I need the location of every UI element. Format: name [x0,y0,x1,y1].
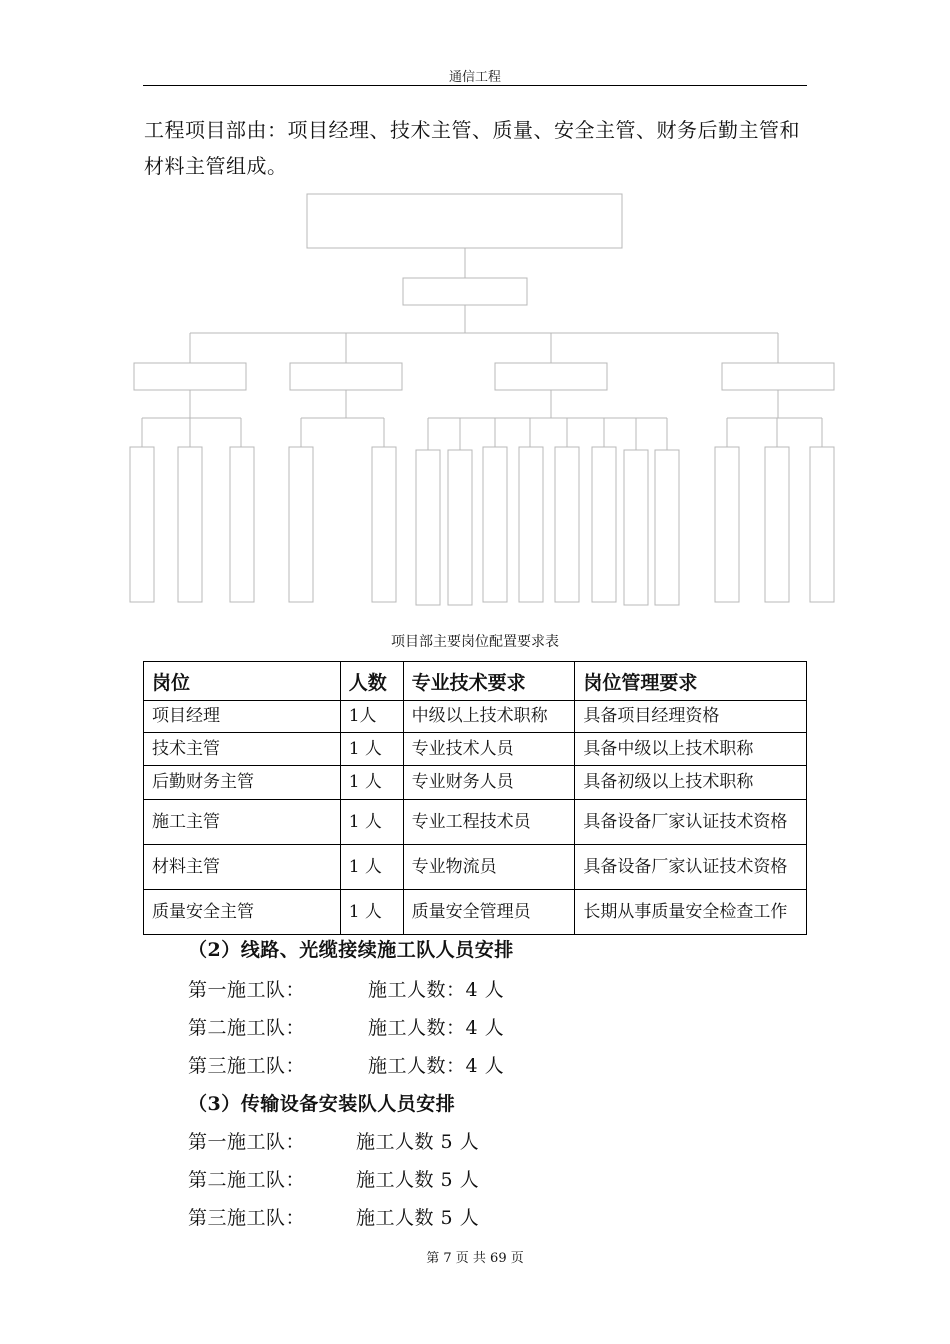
team-count: 施工人数 5 人 [356,1207,480,1229]
page-number: 第 7 页 共 69 页 [426,1251,524,1266]
table-cell: 长期从事质量安全检查工作 [575,890,807,935]
table-row [144,890,807,935]
table-cell: 技术主管 [144,733,341,766]
table-row [144,845,807,890]
team-name: 第一施工队： [188,1131,306,1153]
table-cell: 1 人 [340,845,403,890]
org-box-member [230,447,254,602]
table-cell: 具备设备厂家认证技术资格 [575,800,807,845]
org-box-member [810,447,834,602]
team-name: 第一施工队： [188,979,306,1001]
section-heading-line-teams: （2）线路、光缆接续施工队人员安排 [188,939,514,961]
table-cell: 施工主管 [144,800,341,845]
table-row [144,701,807,733]
table-cell: 具备设备厂家认证技术资格 [575,845,807,890]
table-cell: 项目经理 [144,701,341,733]
org-box-dept-3 [495,363,607,390]
org-box-member [592,447,616,602]
table-cell: 后勤财务主管 [144,766,341,800]
table-cell: 1 人 [340,766,403,800]
org-box-top [307,194,622,248]
team-name: 第三施工队： [188,1055,306,1077]
table-header-cell: 专业技术要求 [403,662,575,701]
team-count: 施工人数 5 人 [356,1131,480,1153]
org-box-member [448,450,472,605]
team-count: 施工人数：4 人 [368,979,505,1001]
org-box-member [372,447,396,602]
org-box-member [289,447,313,602]
table-row [144,800,807,845]
table-cell: 具备项目经理资格 [575,701,807,733]
table-cell: 具备中级以上技术职称 [575,733,807,766]
org-box-member [655,450,679,605]
org-box-member [416,450,440,605]
table-cell: 专业技术人员 [403,733,575,766]
position-requirements-table [143,661,807,935]
org-box-dept-4 [722,363,834,390]
team-name: 第三施工队： [188,1207,306,1229]
intro-paragraph: 工程项目部由：项目经理、技术主管、质量、安全主管、财务后勤主管和材料主管组成。 [144,118,800,178]
table-cell: 具备初级以上技术职称 [575,766,807,800]
org-box-member [178,447,202,602]
table-header-cell: 岗位管理要求 [575,662,807,701]
table-row [144,733,807,766]
table-cell: 材料主管 [144,845,341,890]
table-header-cell: 岗位 [144,662,341,701]
team-count: 施工人数：4 人 [368,1055,505,1077]
org-box-dept-2 [290,363,402,390]
table-header-row [144,662,807,701]
org-box-member [624,450,648,605]
team-count: 施工人数：4 人 [368,1017,505,1039]
table-caption: 项目部主要岗位配置要求表 [391,634,559,650]
org-chart [0,0,950,620]
table-row [144,766,807,800]
table-cell: 1 人 [340,800,403,845]
table-cell: 1 人 [340,890,403,935]
page-header-title: 通信工程 [448,70,501,85]
org-box-member [519,447,543,602]
table-cell: 中级以上技术职称 [403,701,575,733]
table-cell: 1 人 [340,733,403,766]
org-box-member [765,447,789,602]
org-box-member [130,447,154,602]
org-box-member [715,447,739,602]
section-heading-install-teams: （3）传输设备安装队人员安排 [188,1093,456,1115]
table-cell: 质量安全主管 [144,890,341,935]
table-cell: 1人 [340,701,403,733]
org-box-member [555,447,579,602]
org-box-member [483,447,507,602]
table-cell: 专业财务人员 [403,766,575,800]
org-box-manager [403,278,527,305]
team-name: 第二施工队： [188,1169,306,1191]
table-cell: 专业物流员 [403,845,575,890]
team-count: 施工人数 5 人 [356,1169,480,1191]
team-name: 第二施工队： [188,1017,306,1039]
org-box-dept-1 [134,363,246,390]
table-cell: 专业工程技术员 [403,800,575,845]
table-cell: 质量安全管理员 [403,890,575,935]
table-header-cell: 人数 [340,662,403,701]
